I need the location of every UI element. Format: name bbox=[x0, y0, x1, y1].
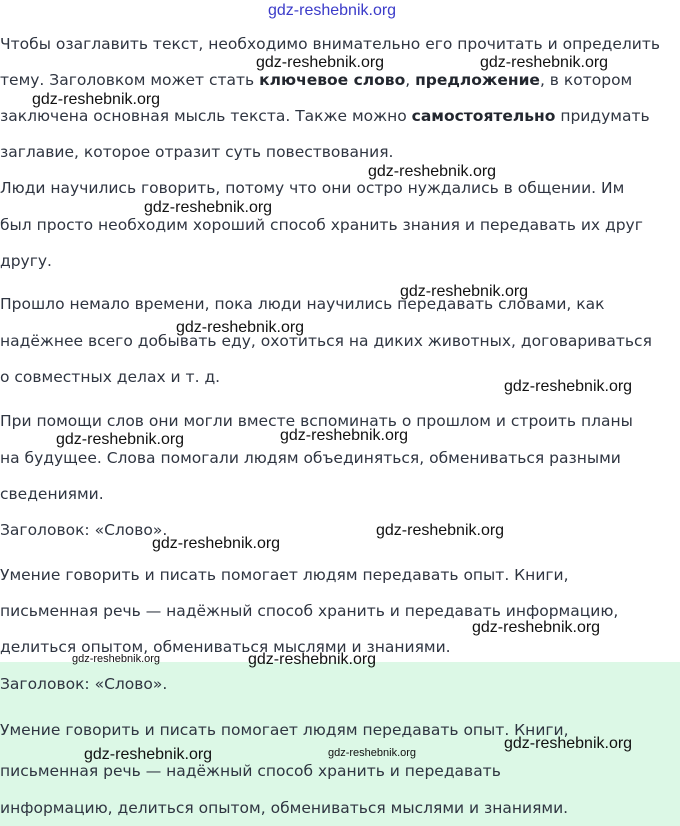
text-line: Заголовок: «Слово». bbox=[0, 521, 168, 539]
text-line: был просто необходим хороший способ хранить знания и передавать их друг bbox=[0, 216, 643, 234]
text-line: При помощи слов они могли вместе вспоминать о прошлом и строить планы bbox=[0, 412, 633, 430]
watermark: gdz-reshebnik.org bbox=[32, 91, 161, 108]
text-line: Прошло немало времени, пока люди научились передавать словами, как bbox=[0, 295, 605, 313]
text-line: надёжнее всего добывать еду, охотиться на диких животных, договариваться bbox=[0, 332, 652, 350]
text-line: Люди научились говорить, потому что они остро нуждались в общении. Им bbox=[0, 179, 625, 197]
text-line: Умение говорить и писать помогает людям передавать опыт. Книги, bbox=[0, 566, 569, 584]
watermark: gdz-reshebnik.org bbox=[480, 54, 609, 71]
watermark: gdz-reshebnik.org bbox=[328, 747, 417, 759]
answer-line: письменная речь — надёжный способ хранить и передавать bbox=[0, 762, 501, 780]
watermark: gdz-reshebnik.org bbox=[280, 427, 409, 444]
text-line: делиться опытом, обмениваться мыслями и знаниями. bbox=[0, 638, 451, 656]
text-line: другу. bbox=[0, 252, 52, 270]
text-line: о совместных делах и т. д. bbox=[0, 368, 221, 386]
watermark: gdz-reshebnik.org bbox=[400, 283, 529, 300]
watermark: gdz-reshebnik.org bbox=[268, 2, 397, 19]
text-line: заглавие, которое отразит суть повествования. bbox=[0, 143, 394, 161]
watermark: gdz-reshebnik.org bbox=[472, 619, 601, 636]
watermark: gdz-reshebnik.org bbox=[56, 431, 185, 448]
watermark: gdz-reshebnik.org bbox=[376, 522, 505, 539]
watermark: gdz-reshebnik.org bbox=[368, 163, 497, 180]
watermark: gdz-reshebnik.org bbox=[84, 746, 213, 763]
answer-line: информацию, делиться опытом, обмениваться мыслями и знаниями. bbox=[0, 799, 569, 817]
watermark: gdz-reshebnik.org bbox=[72, 653, 161, 665]
watermark: gdz-reshebnik.org bbox=[176, 319, 305, 336]
text-line: Чтобы озаглавить текст, необходимо внимательно его прочитать и определить bbox=[0, 35, 660, 53]
bold-term: ключевое слово bbox=[259, 71, 406, 89]
text-line: сведениями. bbox=[0, 485, 104, 503]
watermark: gdz-reshebnik.org bbox=[504, 735, 633, 752]
watermark: gdz-reshebnik.org bbox=[504, 378, 633, 395]
text-line: на будущее. Слова помогали людям объединяться, обмениваться разными bbox=[0, 449, 621, 467]
watermark: gdz-reshebnik.org bbox=[152, 535, 281, 552]
answer-line: Умение говорить и писать помогает людям передавать опыт. Книги, bbox=[0, 721, 569, 739]
text-line: тему. Заголовком может стать ключевое слово, предложение, в котором bbox=[0, 71, 633, 89]
answer-title: Заголовок: «Слово». bbox=[0, 675, 168, 693]
bold-term: предложение bbox=[415, 71, 540, 89]
text-line: заключена основная мысль текста. Также можно самостоятельно придумать bbox=[0, 107, 650, 125]
text-line: письменная речь — надёжный способ хранить и передавать информацию, bbox=[0, 602, 619, 620]
bold-term: самостоятельно bbox=[411, 107, 556, 125]
watermark: gdz-reshebnik.org bbox=[144, 199, 273, 216]
watermark: gdz-reshebnik.org bbox=[256, 54, 385, 71]
watermark: gdz-reshebnik.org bbox=[248, 651, 377, 668]
